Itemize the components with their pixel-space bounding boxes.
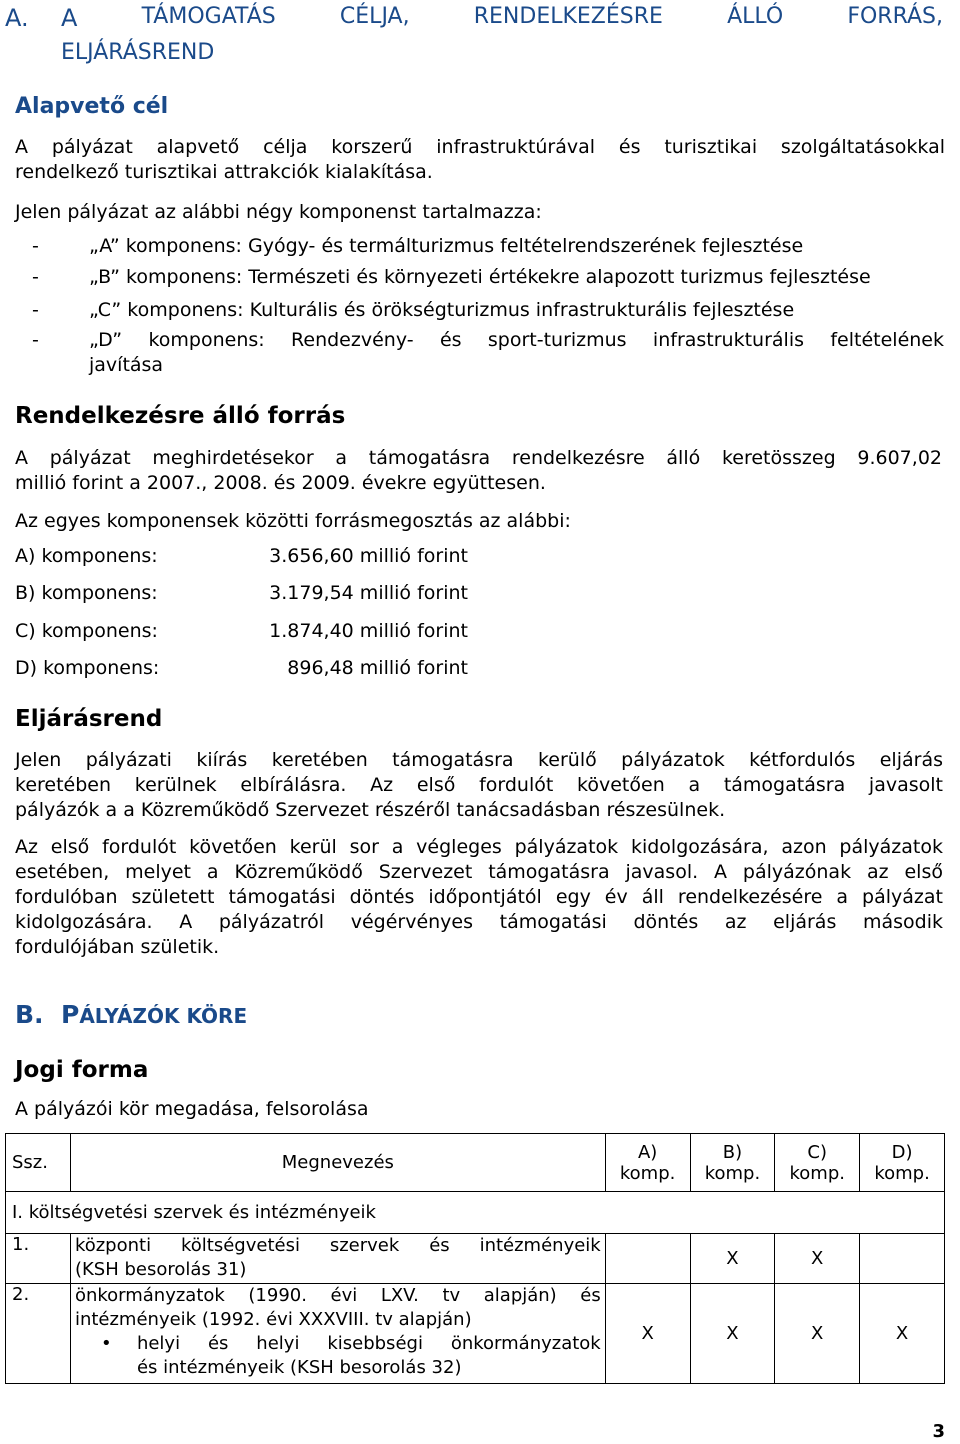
distribution-intro: Az egyes komponensek közötti forrásmegosztás az alábbi: [15,510,571,532]
distribution-row-d [15,657,475,681]
section-b-title-rest: ÁLYÁZÓK KÖRE [79,1004,248,1028]
header-d [860,1134,945,1192]
row-mark-a [605,1234,690,1284]
procedure-p2-line: kidolgozására. A pályázatról végérvényes támogatási döntés az eljárás második [15,911,943,933]
source-line2: millió forint a 2007., 2008. és 2009. évekre együttesen. [15,472,546,494]
component-d-text-cont: javítása [89,354,164,376]
header-c-line2: komp. [789,1162,845,1184]
components-intro: Jelen pályázat az alábbi négy komponenst tartalmazza: [15,201,542,223]
list-dash: - [32,299,39,321]
header-name: Megnevezés [70,1134,605,1192]
basic-goal-line2: rendelkező turisztikai attrakciók kialakítása. [15,161,433,183]
distribution-value: 1.874,40 millió forint [269,620,468,642]
distribution-value: 896,48 millió forint [287,657,468,679]
distribution-label: D) komponens: [15,657,160,679]
title-word: CÉLJA, [339,4,410,29]
distribution-row-a [15,545,475,569]
procedure-p2-line: Az első fordulót követően kerül sor a végleges pályázatok kidolgozására, azon pályázatok [15,836,943,858]
row-name [70,1234,605,1284]
row-mark-d [860,1234,945,1284]
header-c [775,1134,860,1192]
procedure-p2-line: fordulójában születik. [15,936,220,958]
procedure-heading: Eljárásrend [15,706,163,732]
header-d-line1: D) [891,1141,913,1163]
header-a [605,1134,690,1192]
table-row [6,1284,945,1384]
component-d-text: „D” komponens: Rendezvény- és sport-turizmus infrastrukturális feltételének [89,329,944,351]
distribution-row-b [15,582,475,606]
legal-form-heading: Jogi forma [15,1057,149,1083]
title-word: A [61,4,78,32]
list-dash: - [32,266,39,288]
header-b-line2: komp. [704,1162,761,1184]
applicant-table [5,1133,945,1384]
procedure-p1-line: keretében kerülnek elbírálásra. Az első fordulót követően a támogatásra javasolt [15,774,943,796]
distribution-value: 3.179,54 millió forint [269,582,468,604]
header-c-line1: C) [807,1141,828,1163]
section-a-title-line2: ELJÁRÁSREND [61,40,215,65]
title-word: RENDELKEZÉSRE [473,4,663,29]
row-no: 2. [6,1284,71,1384]
distribution-value: 3.656,60 millió forint [269,545,468,567]
row-name-line: intézményeik (1992. évi XXXVIII. tv alapján) [74,1309,472,1330]
basic-goal-heading: Alapvető cél [15,94,169,119]
section-b-letter: B. [15,1000,44,1029]
table-header-row [6,1134,945,1192]
component-b-text: „B” komponens: Természeti és környezeti értékekre alapozott turizmus fejlesztése [89,266,871,288]
section-a-letter: A. [5,4,29,32]
title-word: TÁMOGATÁS [141,4,276,29]
bullet-icon: • [100,1333,112,1354]
list-dash: - [32,329,39,351]
header-b [690,1134,775,1192]
table-group-row [6,1192,945,1234]
row-bullet-line: és intézményeik (KSH besorolás 32) [136,1357,462,1378]
source-line1: A pályázat meghirdetésekor a támogatásra rendelkezésre álló keretösszeg 9.607,02 [15,447,942,469]
section-a-title-line1 [61,4,943,32]
header-no: Ssz. [6,1134,71,1192]
header-d-line2: komp. [874,1162,930,1184]
row-mark-b: X [690,1234,775,1284]
title-word: ÁLLÓ [727,4,784,29]
row-bullet-item [75,1332,601,1380]
header-a-line2: komp. [619,1162,676,1184]
procedure-p2-line: fordulóban született támogatási döntés időpontjától egy év áll rendelkezésére a pályázat [15,886,943,908]
group-label: I. költségvetési szervek és intézményeik [6,1192,945,1234]
procedure-p1-line: Jelen pályázati kiírás keretében támogatásra kerülő pályázatok kétfordulós eljárás [15,749,943,771]
source-heading: Rendelkezésre álló forrás [15,403,346,429]
component-c-text: „C” komponens: Kulturális és örökségturizmus infrastrukturális fejlesztése [89,299,795,321]
row-mark-b: X [690,1284,775,1384]
row-name-line: központi költségvetési szervek és intézményeik [74,1235,601,1256]
row-name [70,1284,605,1384]
row-name-line: (KSH besorolás 31) [74,1259,247,1280]
list-dash: - [32,235,39,257]
row-bullet-line: helyi és helyi kisebbségi önkormányzatok [136,1333,601,1354]
legal-form-intro: A pályázói kör megadása, felsorolása [15,1098,369,1120]
row-mark-a: X [605,1284,690,1384]
header-b-line1: B) [722,1141,743,1163]
distribution-label: A) komponens: [15,545,158,567]
row-mark-d: X [860,1284,945,1384]
section-b-title-first: P [61,1000,80,1029]
row-name-line: önkormányzatok (1990. évi LXV. tv alapján) és [74,1285,601,1306]
section-b-heading [15,1000,247,1029]
row-no: 1. [6,1234,71,1284]
distribution-label: C) komponens: [15,620,158,642]
row-mark-c: X [775,1284,860,1384]
procedure-p2-line: esetében, melyet a Közreműködő Szervezet támogatásra javasol. A pályázónak az első [15,861,943,883]
procedure-p1-line: pályázók a a Közreműködő Szervezet részéről tanácsadásban részesülnek. [15,799,726,821]
distribution-row-c [15,620,475,644]
row-mark-c: X [775,1234,860,1284]
title-word: FORRÁS, [847,4,943,29]
table-row [6,1234,945,1284]
basic-goal-line1: A pályázat alapvető célja korszerű infrastruktúrával és turisztikai szolgáltatásokkal [15,136,945,158]
header-a-line1: A) [637,1141,658,1163]
component-a-text: „A” komponens: Gyógy- és termálturizmus feltételrendszerének fejlesztése [89,235,804,257]
page-number: 3 [932,1421,945,1442]
distribution-label: B) komponens: [15,582,158,604]
section-a-heading [5,4,955,32]
